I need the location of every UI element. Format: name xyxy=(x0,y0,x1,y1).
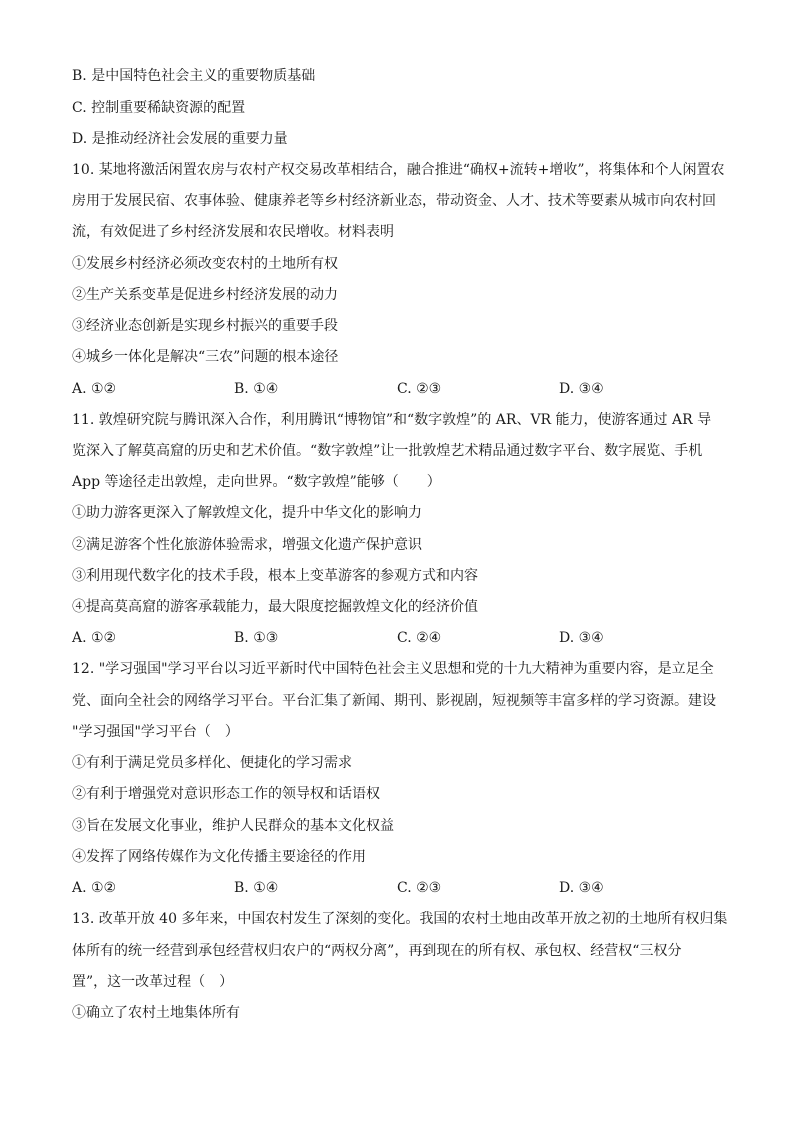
q11-stem-line-1: 11. 敦煌研究院与腾讯深入合作，利用腾讯“博物馆”和“数字敦煌”的 AR、VR 能力，使游客通过 AR 导 xyxy=(72,412,712,428)
q13-stem-line-1: 13. 改革开放 40 多年来，中国农村发生了深刻的变化。我国的农村土地由改革开放之初的土地所有权归集 xyxy=(72,911,728,927)
q13-stem-line-3: 置”，这一改革过程（ ） xyxy=(72,974,234,990)
q13-stem-line-2: 体所有的统一经营到承包经营权归农户的“两权分离”，再到现在的所有权、承包权、经营权“三权分 xyxy=(72,943,682,959)
q12-choice-d: D. ③④ xyxy=(559,880,604,896)
q10-choices xyxy=(72,380,732,398)
q10-choice-b: B. ①④ xyxy=(234,381,279,397)
q12-choice-a: A. ①② xyxy=(72,880,117,896)
q11-stem-line-3: App 等途径走出敦煌，走向世界。“数字敦煌”能够（ ） xyxy=(72,474,441,490)
q11-choice-c: C. ②④ xyxy=(397,630,442,646)
q10-choice-d: D. ③④ xyxy=(559,381,604,397)
q9-option-c: C. 控制重要稀缺资源的配置 xyxy=(72,100,246,116)
q12-statement-4: ④发挥了网络传媒作为文化传播主要途径的作用 xyxy=(72,849,366,865)
q10-statement-2: ②生产关系变革是促进乡村经济发展的动力 xyxy=(72,287,338,303)
q12-statement-1: ①有利于满足党员多样化、便捷化的学习需求 xyxy=(72,755,352,771)
q11-choice-d: D. ③④ xyxy=(559,630,604,646)
q11-stem-line-2: 览深入了解莫高窟的历史和艺术价值。“数字敦煌”让一批敦煌艺术精品通过数字平台、数字展览、手机 xyxy=(72,443,703,459)
q10-stem-line-1: 10. 某地将激活闲置农房与农村产权交易改革相结合，融合推进“确权+流转+增收”，将集体和个人闲置农 xyxy=(72,162,725,178)
q12-choice-c: C. ②③ xyxy=(397,880,442,896)
q10-stem-line-3: 流，有效促进了乡村经济发展和农民增收。材料表明 xyxy=(72,224,394,240)
q11-statement-1: ①助力游客更深入了解敦煌文化，提升中华文化的影响力 xyxy=(72,505,422,521)
q10-statement-3: ③经济业态创新是实现乡村振兴的重要手段 xyxy=(72,318,338,334)
q12-stem-line-3: "学习强国"学习平台（ ） xyxy=(72,724,239,740)
q11-choices xyxy=(72,629,732,647)
q13-statement-1: ①确立了农村土地集体所有 xyxy=(72,1005,240,1021)
q12-statement-2: ②有利于增强党对意识形态工作的领导权和话语权 xyxy=(72,786,380,802)
q12-stem-line-1: 12. "学习强国"学习平台以习近平新时代中国特色社会主义思想和党的十九大精神为重要内容，是立足全 xyxy=(72,661,714,677)
q9-option-d: D. 是推动经济社会发展的重要力量 xyxy=(72,131,288,147)
q12-choice-b: B. ①④ xyxy=(234,880,279,896)
q9-option-b: B. 是中国特色社会主义的重要物质基础 xyxy=(72,68,316,84)
q12-stem-line-2: 党、面向全社会的网络学习平台。平台汇集了新闻、期刊、影视剧，短视频等丰富多样的学习资源。建设 xyxy=(72,693,716,709)
q10-statement-1: ①发展乡村经济必须改变农村的土地所有权 xyxy=(72,256,338,272)
q12-statement-3: ③旨在发展文化事业，维护人民群众的基本文化权益 xyxy=(72,818,394,834)
q11-choice-a: A. ①② xyxy=(72,630,117,646)
q11-statement-2: ②满足游客个性化旅游体验需求，增强文化遗产保护意识 xyxy=(72,537,422,553)
q10-choice-a: A. ①② xyxy=(72,381,117,397)
q10-choice-c: C. ②③ xyxy=(397,381,442,397)
q11-statement-3: ③利用现代数字化的技术手段，根本上变革游客的参观方式和内容 xyxy=(72,568,478,584)
q10-stem-line-2: 房用于发展民宿、农事体验、健康养老等乡村经济新业态，带动资金、人才、技术等要素从城市向农村回 xyxy=(72,193,716,209)
q11-statement-4: ④提高莫高窟的游客承载能力，最大限度挖掘敦煌文化的经济价值 xyxy=(72,599,478,615)
q11-choice-b: B. ①③ xyxy=(234,630,279,646)
q12-choices xyxy=(72,879,732,897)
q10-statement-4: ④城乡一体化是解决“三农”问题的根本途径 xyxy=(72,349,339,365)
